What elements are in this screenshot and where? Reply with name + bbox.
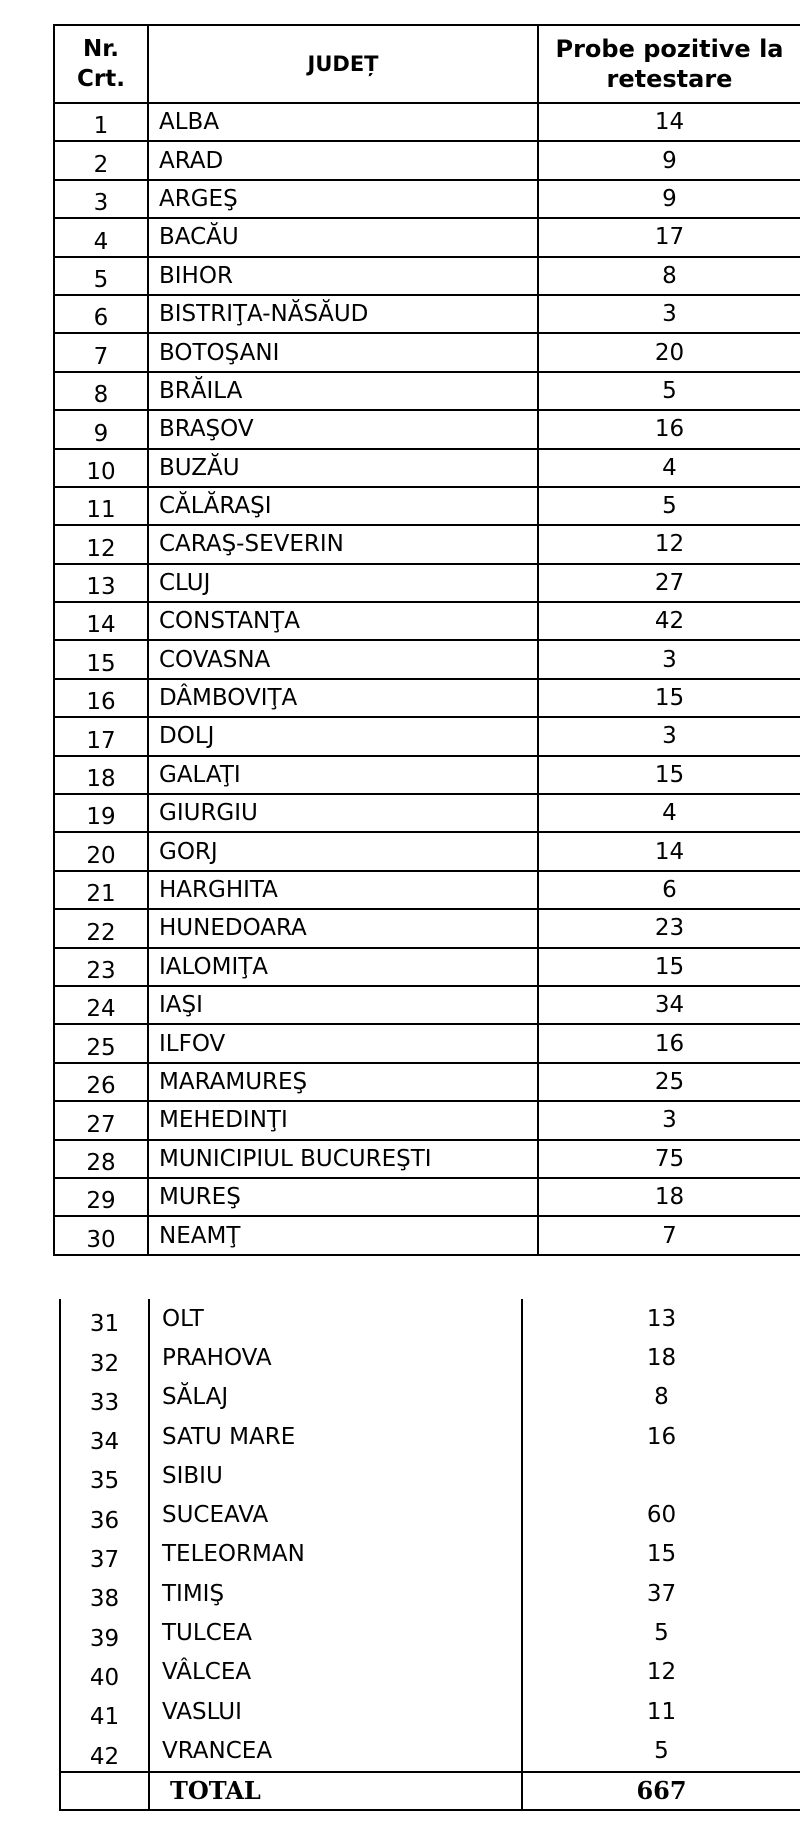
county-name: BRĂILA bbox=[148, 372, 538, 410]
county-name: MEHEDINŢI bbox=[148, 1101, 538, 1139]
county-name: NEAMŢ bbox=[148, 1216, 538, 1254]
table-row bbox=[54, 564, 800, 602]
county-name: DÂMBOVIŢA bbox=[148, 679, 538, 717]
positive-count: 5 bbox=[538, 372, 800, 410]
row-number: 22 bbox=[54, 909, 148, 947]
table-row bbox=[60, 1338, 800, 1377]
table-row bbox=[54, 602, 800, 640]
table-row bbox=[54, 640, 800, 678]
header-probe-pozitive bbox=[538, 25, 800, 103]
positive-count: 23 bbox=[538, 909, 800, 947]
positive-count: 16 bbox=[522, 1417, 800, 1456]
table-row bbox=[54, 333, 800, 371]
table-row bbox=[60, 1495, 800, 1534]
county-name: BUZĂU bbox=[148, 449, 538, 487]
row-number: 39 bbox=[60, 1613, 149, 1652]
positive-count: 5 bbox=[538, 487, 800, 525]
county-name: BIHOR bbox=[148, 257, 538, 295]
row-number: 10 bbox=[54, 449, 148, 487]
county-name: IAŞI bbox=[148, 986, 538, 1024]
total-label: TOTAL bbox=[149, 1772, 522, 1810]
positive-count: 9 bbox=[538, 180, 800, 218]
total-value: 667 bbox=[522, 1772, 800, 1810]
county-name: HUNEDOARA bbox=[148, 909, 538, 947]
row-number: 12 bbox=[54, 525, 148, 563]
table-row bbox=[54, 410, 800, 448]
positive-count: 12 bbox=[538, 525, 800, 563]
positive-count: 3 bbox=[538, 640, 800, 678]
county-name: ALBA bbox=[148, 103, 538, 141]
positive-count: 27 bbox=[538, 564, 800, 602]
positive-count: 17 bbox=[538, 218, 800, 256]
header-nr-line1: Nr. bbox=[82, 36, 120, 62]
row-number: 41 bbox=[60, 1692, 149, 1731]
positive-count: 5 bbox=[522, 1613, 800, 1652]
row-number: 29 bbox=[54, 1178, 148, 1216]
table-row bbox=[54, 525, 800, 563]
county-name: BRAŞOV bbox=[148, 410, 538, 448]
county-name: GORJ bbox=[148, 832, 538, 870]
table-row bbox=[54, 372, 800, 410]
positive-count bbox=[522, 1456, 800, 1495]
row-number: 24 bbox=[54, 986, 148, 1024]
table-row bbox=[60, 1299, 800, 1338]
positive-count: 9 bbox=[538, 141, 800, 179]
row-number: 7 bbox=[54, 333, 148, 371]
header-judet: JUDEȚ bbox=[148, 25, 538, 103]
county-name: BISTRIŢA-NĂSĂUD bbox=[148, 295, 538, 333]
county-name: ARAD bbox=[148, 141, 538, 179]
table-row bbox=[54, 180, 800, 218]
table-row bbox=[54, 679, 800, 717]
positive-count: 11 bbox=[522, 1692, 800, 1731]
table-row bbox=[54, 909, 800, 947]
county-name: MUREŞ bbox=[148, 1178, 538, 1216]
header-nr-crt bbox=[54, 25, 148, 103]
positive-count: 5 bbox=[522, 1731, 800, 1771]
table-row bbox=[60, 1535, 800, 1574]
row-number: 3 bbox=[54, 180, 148, 218]
row-number: 16 bbox=[54, 679, 148, 717]
table-row bbox=[60, 1378, 800, 1417]
positive-count: 3 bbox=[538, 717, 800, 755]
table-row bbox=[54, 1216, 800, 1254]
county-name: CARAŞ-SEVERIN bbox=[148, 525, 538, 563]
total-empty-cell bbox=[60, 1772, 149, 1810]
county-name: VASLUI bbox=[149, 1692, 522, 1731]
row-number: 18 bbox=[54, 756, 148, 794]
county-name: MARAMUREŞ bbox=[148, 1063, 538, 1101]
row-number: 6 bbox=[54, 295, 148, 333]
positive-count: 8 bbox=[538, 257, 800, 295]
positive-count: 12 bbox=[522, 1653, 800, 1692]
positive-count: 3 bbox=[538, 1101, 800, 1139]
county-name: VÂLCEA bbox=[149, 1653, 522, 1692]
positive-count: 6 bbox=[538, 871, 800, 909]
county-name: ILFOV bbox=[148, 1024, 538, 1062]
header-positive-line2: retestare bbox=[606, 65, 733, 93]
row-number: 38 bbox=[60, 1574, 149, 1613]
table-row bbox=[54, 717, 800, 755]
row-number: 30 bbox=[54, 1216, 148, 1254]
row-number: 4 bbox=[54, 218, 148, 256]
positive-count: 60 bbox=[522, 1495, 800, 1534]
row-number: 9 bbox=[54, 410, 148, 448]
row-number: 17 bbox=[54, 717, 148, 755]
table-row bbox=[54, 1178, 800, 1216]
county-name: COVASNA bbox=[148, 640, 538, 678]
county-name: CLUJ bbox=[148, 564, 538, 602]
positive-count: 14 bbox=[538, 832, 800, 870]
row-number: 11 bbox=[54, 487, 148, 525]
row-number: 23 bbox=[54, 948, 148, 986]
county-name: GIURGIU bbox=[148, 794, 538, 832]
positive-count: 15 bbox=[538, 948, 800, 986]
county-name: TELEORMAN bbox=[149, 1535, 522, 1574]
row-number: 27 bbox=[54, 1101, 148, 1139]
positive-count: 75 bbox=[538, 1140, 800, 1178]
county-name: DOLJ bbox=[148, 717, 538, 755]
row-number: 1 bbox=[54, 103, 148, 141]
row-number: 37 bbox=[60, 1535, 149, 1574]
positive-count: 16 bbox=[538, 410, 800, 448]
county-name: BACĂU bbox=[148, 218, 538, 256]
table-row bbox=[54, 141, 800, 179]
county-name: CONSTANŢA bbox=[148, 602, 538, 640]
county-table-top bbox=[53, 24, 800, 1256]
table-row bbox=[60, 1456, 800, 1495]
county-name: TULCEA bbox=[149, 1613, 522, 1652]
table-row bbox=[54, 986, 800, 1024]
positive-count: 7 bbox=[538, 1216, 800, 1254]
row-number: 5 bbox=[54, 257, 148, 295]
row-number: 36 bbox=[60, 1495, 149, 1534]
table-row bbox=[60, 1613, 800, 1652]
table-row bbox=[60, 1692, 800, 1731]
table-row bbox=[60, 1574, 800, 1613]
positive-count: 34 bbox=[538, 986, 800, 1024]
table-row bbox=[54, 1140, 800, 1178]
table-row bbox=[54, 449, 800, 487]
header-positive-line1: Probe pozitive la bbox=[555, 35, 784, 63]
positive-count: 14 bbox=[538, 103, 800, 141]
row-number: 33 bbox=[60, 1378, 149, 1417]
table-row bbox=[60, 1731, 800, 1771]
row-number: 26 bbox=[54, 1063, 148, 1101]
row-number: 25 bbox=[54, 1024, 148, 1062]
row-number: 14 bbox=[54, 602, 148, 640]
row-number: 19 bbox=[54, 794, 148, 832]
county-name: VRANCEA bbox=[149, 1731, 522, 1771]
row-number: 13 bbox=[54, 564, 148, 602]
county-table-bottom bbox=[59, 1299, 800, 1811]
positive-count: 15 bbox=[522, 1535, 800, 1574]
positive-count: 18 bbox=[538, 1178, 800, 1216]
row-number: 20 bbox=[54, 832, 148, 870]
row-number: 32 bbox=[60, 1338, 149, 1377]
header-nr-line2: Crt. bbox=[77, 66, 125, 92]
positive-count: 4 bbox=[538, 794, 800, 832]
row-number: 8 bbox=[54, 372, 148, 410]
table-row bbox=[60, 1417, 800, 1456]
row-number: 35 bbox=[60, 1456, 149, 1495]
positive-count: 8 bbox=[522, 1378, 800, 1417]
positive-count: 20 bbox=[538, 333, 800, 371]
row-number: 40 bbox=[60, 1653, 149, 1692]
county-name: GALAŢI bbox=[148, 756, 538, 794]
county-name: SUCEAVA bbox=[149, 1495, 522, 1534]
table-row bbox=[54, 871, 800, 909]
table-row bbox=[54, 1024, 800, 1062]
county-name: HARGHITA bbox=[148, 871, 538, 909]
row-number: 31 bbox=[60, 1299, 149, 1338]
total-row bbox=[60, 1772, 800, 1810]
table-row bbox=[54, 1101, 800, 1139]
row-number: 15 bbox=[54, 640, 148, 678]
row-number: 2 bbox=[54, 141, 148, 179]
positive-count: 25 bbox=[538, 1063, 800, 1101]
county-name: SĂLAJ bbox=[149, 1378, 522, 1417]
table-row bbox=[54, 103, 800, 141]
table-row bbox=[54, 295, 800, 333]
positive-count: 4 bbox=[538, 449, 800, 487]
row-number: 21 bbox=[54, 871, 148, 909]
county-name: BOTOŞANI bbox=[148, 333, 538, 371]
table-row bbox=[54, 756, 800, 794]
table-row bbox=[54, 218, 800, 256]
table-row bbox=[54, 794, 800, 832]
positive-count: 15 bbox=[538, 679, 800, 717]
table-row bbox=[54, 487, 800, 525]
table-row bbox=[54, 832, 800, 870]
positive-count: 16 bbox=[538, 1024, 800, 1062]
positive-count: 37 bbox=[522, 1574, 800, 1613]
county-name: SIBIU bbox=[149, 1456, 522, 1495]
row-number: 28 bbox=[54, 1140, 148, 1178]
county-name: ARGEŞ bbox=[148, 180, 538, 218]
table-row bbox=[54, 1063, 800, 1101]
table-row bbox=[60, 1653, 800, 1692]
table-row bbox=[54, 257, 800, 295]
county-name: TIMIŞ bbox=[149, 1574, 522, 1613]
positive-count: 42 bbox=[538, 602, 800, 640]
county-name: OLT bbox=[149, 1299, 522, 1338]
county-name: CĂLĂRAŞI bbox=[148, 487, 538, 525]
county-name: PRAHOVA bbox=[149, 1338, 522, 1377]
header-row bbox=[54, 25, 800, 103]
positive-count: 13 bbox=[522, 1299, 800, 1338]
table-row bbox=[54, 948, 800, 986]
positive-count: 3 bbox=[538, 295, 800, 333]
row-number: 42 bbox=[60, 1731, 149, 1771]
county-name: MUNICIPIUL BUCUREŞTI bbox=[148, 1140, 538, 1178]
county-name: SATU MARE bbox=[149, 1417, 522, 1456]
county-name: IALOMIŢA bbox=[148, 948, 538, 986]
row-number: 34 bbox=[60, 1417, 149, 1456]
positive-count: 18 bbox=[522, 1338, 800, 1377]
positive-count: 15 bbox=[538, 756, 800, 794]
